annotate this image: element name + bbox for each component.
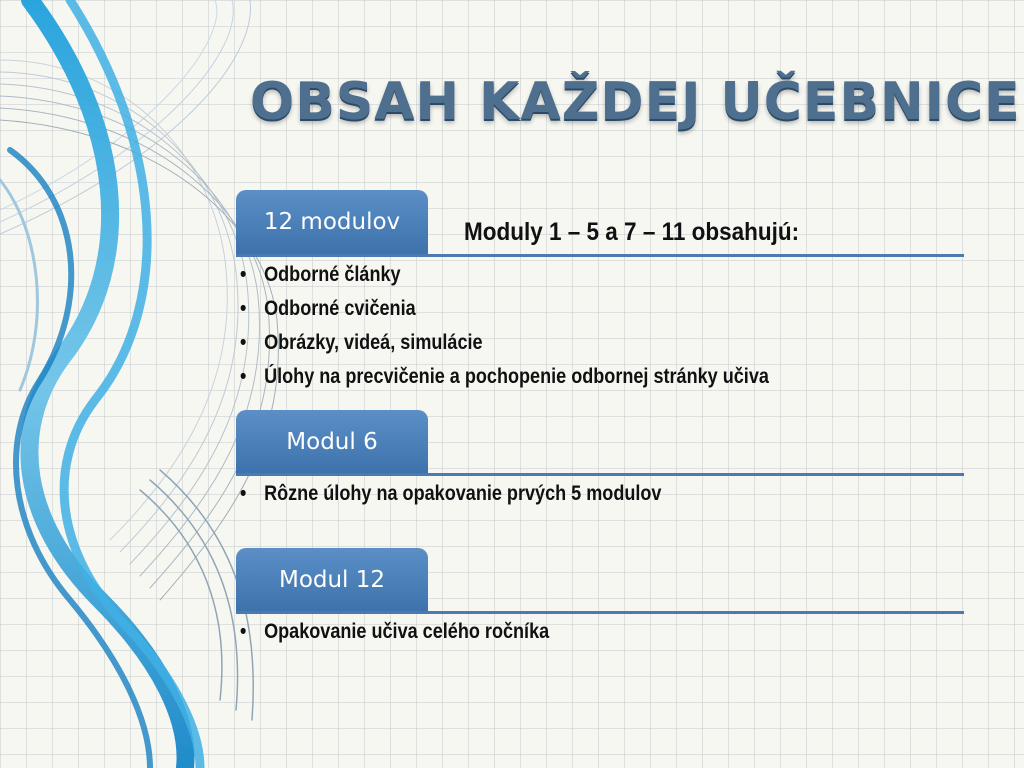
section-tab-modul-12: Modul 12 xyxy=(236,548,428,612)
list-item: • Úlohy na precvičenie a pochopenie odbornej stránky učiva xyxy=(240,365,769,388)
list-item-text: Odborné články xyxy=(264,263,401,286)
list-item-text: Úlohy na precvičenie a pochopenie odbornej stránky učiva xyxy=(264,365,769,388)
list-item: • Opakovanie učiva celého ročníka xyxy=(240,620,550,643)
list-item: • Rôzne úlohy na opakovanie prvých 5 modulov xyxy=(240,482,662,505)
section-tab-modul-6: Modul 6 xyxy=(236,410,428,474)
list-item: • Odborné články xyxy=(240,263,401,286)
list-item-text: Opakovanie učiva celého ročníka xyxy=(264,620,550,643)
bullet-list-modul-12 xyxy=(240,615,599,649)
page-title: OBSAH KAŽDEJ UČEBNICE xyxy=(250,72,1021,132)
section-intro: Moduly 1 – 5 a 7 – 11 obsahujú: xyxy=(464,218,800,246)
list-item-text: Rôzne úlohy na opakovanie prvých 5 modulov xyxy=(264,482,662,505)
section-divider xyxy=(236,254,964,257)
list-item: • Odborné cvičenia xyxy=(240,297,416,320)
section-tab-12-modulov: 12 modulov xyxy=(236,190,428,254)
section-divider xyxy=(236,611,964,614)
bullet-list-modul-6 xyxy=(240,477,730,511)
list-item-text: Odborné cvičenia xyxy=(264,297,416,320)
list-item-text: Obrázky, videá, simulácie xyxy=(264,331,483,354)
bullet-list-modules xyxy=(240,258,855,394)
list-item: • Obrázky, videá, simulácie xyxy=(240,331,483,354)
section-divider xyxy=(236,473,964,476)
